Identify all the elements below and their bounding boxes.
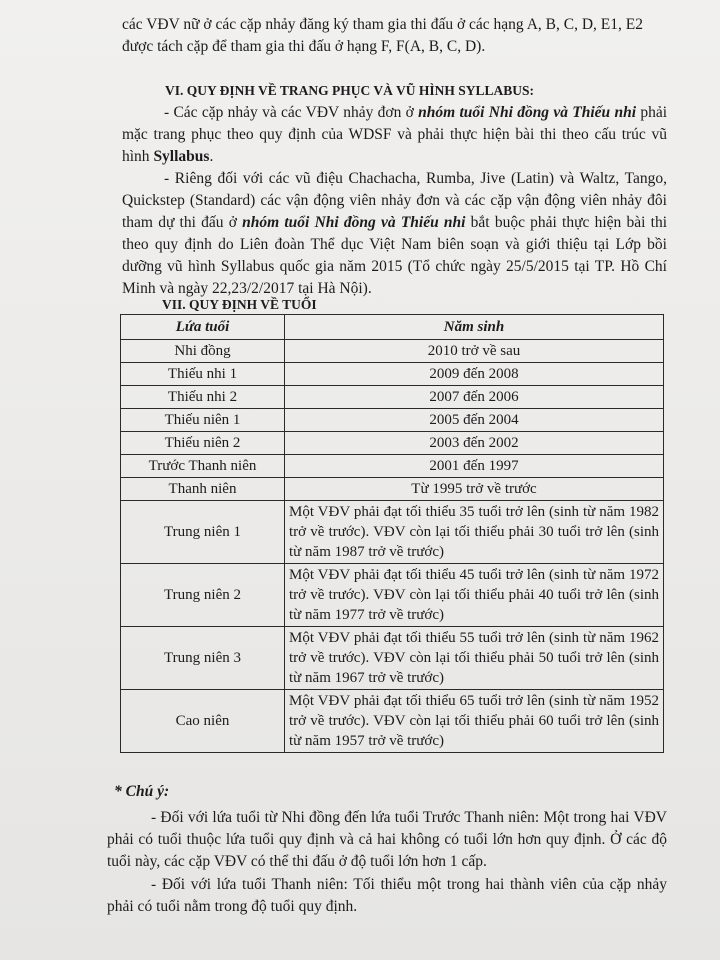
intro-paragraph bbox=[122, 14, 667, 58]
age-group-cell: Trung niên 3 bbox=[121, 627, 285, 690]
birth-year-cell: Một VĐV phải đạt tối thiểu 45 tuổi trở lên (sinh từ năm 1972 trở về trước). VĐV còn lại tối thiểu phải 40 tuổi trở lên (sinh từ năm 1977 trở về trước) bbox=[285, 564, 664, 627]
table-row bbox=[121, 478, 664, 501]
note-paragraph-2: - Đối với lứa tuổi Thanh niên: Tối thiểu một trong hai thành viên của cặp nhảy phải có tuổi nằm trong độ tuổi quy định. bbox=[107, 876, 667, 915]
age-group-cell: Thiếu niên 1 bbox=[121, 409, 285, 432]
header-birth-year: Năm sinh bbox=[285, 315, 664, 340]
age-group-cell: Nhi đồng bbox=[121, 340, 285, 363]
age-group-cell: Thiếu nhi 1 bbox=[121, 363, 285, 386]
table-row bbox=[121, 386, 664, 409]
section-6-paragraph-1: - Các cặp nhảy và các VĐV nhảy đơn ở nhóm tuổi Nhi đồng và Thiếu nhi phải mặc trang phục theo quy định của WDSF và phải thực hiện bài thi theo cấu trúc vũ hình Syllabus. bbox=[122, 104, 667, 165]
age-group-cell: Thiếu nhi 2 bbox=[121, 386, 285, 409]
birth-year-cell: Một VĐV phải đạt tối thiểu 35 tuổi trở lên (sinh từ năm 1982 trở về trước). VĐV còn lại tối thiểu phải 30 tuổi trở lên (sinh từ năm 1987 trở về trước) bbox=[285, 501, 664, 564]
table-row bbox=[121, 690, 664, 753]
age-group-cell: Trước Thanh niên bbox=[121, 455, 285, 478]
header-age-group: Lứa tuổi bbox=[121, 315, 285, 340]
note-paragraph-1: - Đối với lứa tuổi từ Nhi đồng đến lứa tuổi Trước Thanh niên: Một trong hai VĐV phải có tuổi thuộc lứa tuổi quy định và cả hai không có tuổi lớn hơn quy định. Ở các độ tuổi này, các cặp VĐV có thể thi đấu ở độ tuổi lớn hơn 1 cấp. bbox=[107, 809, 667, 870]
table-row bbox=[121, 363, 664, 386]
birth-year-cell: 2001 đến 1997 bbox=[285, 455, 664, 478]
table-row bbox=[121, 455, 664, 478]
birth-year-cell: 2005 đến 2004 bbox=[285, 409, 664, 432]
emphasis-age-group: nhóm tuổi Nhi đồng và Thiếu nhi bbox=[418, 104, 637, 121]
table-row bbox=[121, 564, 664, 627]
age-group-cell: Trung niên 1 bbox=[121, 501, 285, 564]
birth-year-cell: Từ 1995 trở về trước bbox=[285, 478, 664, 501]
birth-year-cell: Một VĐV phải đạt tối thiểu 65 tuổi trở lên (sinh từ năm 1952 trở về trước). VĐV còn lại tối thiểu phải 60 tuổi trở lên (sinh từ năm 1957 trở về trước) bbox=[285, 690, 664, 753]
table-header-row bbox=[121, 315, 664, 340]
age-group-cell: Thiếu niên 2 bbox=[121, 432, 285, 455]
age-category-table bbox=[120, 314, 664, 753]
section-6-paragraph-2: - Riêng đối với các vũ điệu Chachacha, Rumba, Jive (Latin) và Waltz, Tango, Quickstep (Standard) các vận động viên nhảy đơn và các cặp vận động viên nhảy đôi tham dự thi đấu ở nhóm tuổi Nhi đồng và Thiếu nhi bắt buộc phải thực hiện bài thi theo quy định do Liên đoàn Thể dục Việt Nam biên soạn và giới thiệu tại Lớp bồi dưỡng vũ hình Syllabus quốc gia năm 2015 (Tổ chức ngày 25/5/2015 tại TP. Hồ Chí Minh và ngày 22,23/2/2017 tại Hà Nội). bbox=[122, 170, 667, 297]
birth-year-cell: Một VĐV phải đạt tối thiểu 55 tuổi trở lên (sinh từ năm 1962 trở về trước). VĐV còn lại tối thiểu phải 50 tuổi trở lên (sinh từ năm 1967 trở về trước) bbox=[285, 627, 664, 690]
section-6-heading: VI. QUY ĐỊNH VỀ TRANG PHỤC VÀ VŨ HÌNH SYLLABUS: bbox=[165, 83, 535, 98]
table-row bbox=[121, 501, 664, 564]
emphasis-age-group-2: nhóm tuổi Nhi đồng và Thiếu nhi bbox=[242, 214, 466, 231]
age-group-cell: Trung niên 2 bbox=[121, 564, 285, 627]
birth-year-cell: 2009 đến 2008 bbox=[285, 363, 664, 386]
birth-year-cell: 2003 đến 2002 bbox=[285, 432, 664, 455]
section-7-heading: VII. QUY ĐỊNH VỀ TUỔI bbox=[162, 297, 317, 312]
birth-year-cell: 2010 trở về sau bbox=[285, 340, 664, 363]
syllabus-term: Syllabus bbox=[153, 148, 210, 165]
table-row bbox=[121, 627, 664, 690]
note-heading: * Chú ý: bbox=[114, 783, 170, 800]
age-group-cell: Cao niên bbox=[121, 690, 285, 753]
birth-year-cell: 2007 đến 2006 bbox=[285, 386, 664, 409]
age-group-cell: Thanh niên bbox=[121, 478, 285, 501]
table-row bbox=[121, 432, 664, 455]
intro-line-2: được tách cặp để tham gia thi đấu ở hạng F, F(A, B, C, D). bbox=[122, 38, 486, 55]
table-row bbox=[121, 409, 664, 432]
table-row bbox=[121, 340, 664, 363]
intro-line-1: các VĐV nữ ở các cặp nhảy đăng ký tham gia thi đấu ở các hạng A, B, C, D, E1, E2 bbox=[122, 16, 643, 33]
